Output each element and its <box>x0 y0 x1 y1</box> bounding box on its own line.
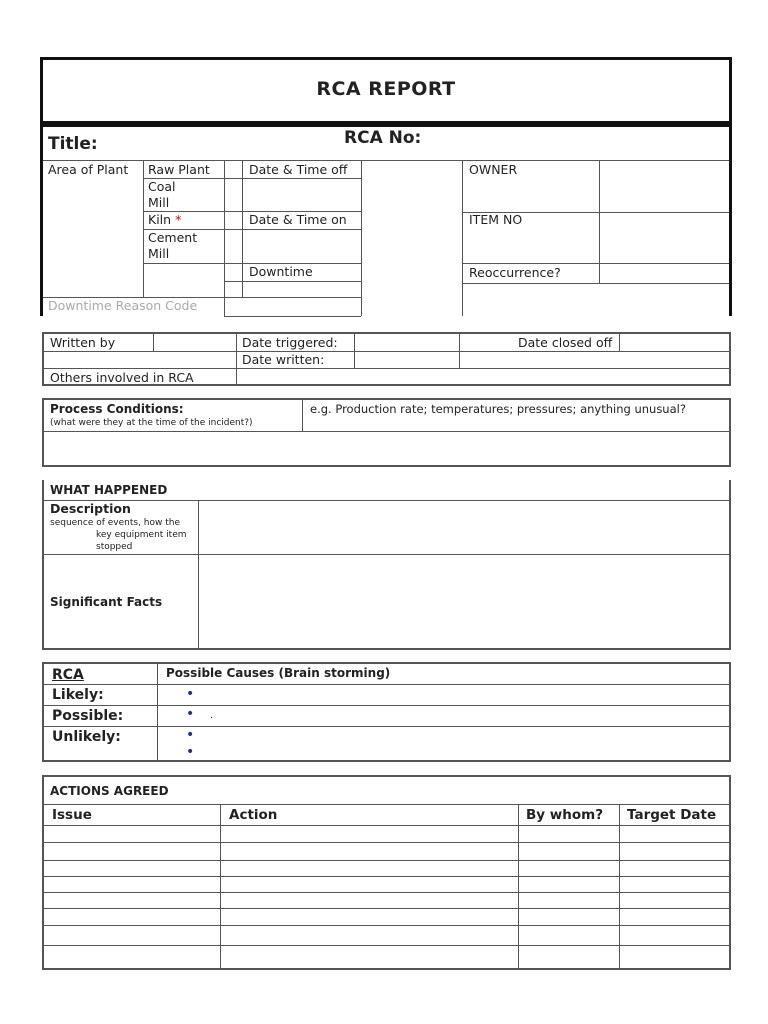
cement-mill-label: Cement Mill <box>148 230 198 261</box>
process-conditions-label: Process Conditions: <box>50 402 184 416</box>
what-happened-top-left <box>42 480 44 500</box>
process-row-1 <box>44 431 729 432</box>
description-sublabel-3: stopped <box>96 542 133 552</box>
kiln-required-star: * <box>175 212 182 227</box>
what-happened-row-2 <box>44 554 729 555</box>
likely-label: Likely: <box>52 687 104 703</box>
what-happened-heading: WHAT HAPPENED <box>50 483 168 497</box>
rca-v1 <box>157 664 158 760</box>
process-conditions-sublabel: (what were they at the time of the incident?) <box>50 418 253 428</box>
actions-col-1 <box>220 804 221 968</box>
possible-label: Possible: <box>52 708 124 724</box>
rca-row-2 <box>44 705 729 706</box>
page-title: RCA REPORT <box>316 78 456 100</box>
written-v3 <box>354 334 355 368</box>
significant-facts-label: Significant Facts <box>50 595 163 609</box>
area-of-plant-label: Area of Plant <box>48 162 129 177</box>
actions-col-3 <box>619 804 620 968</box>
col-issue-header: Issue <box>52 807 92 823</box>
title-label: Title: <box>48 134 98 154</box>
coal-mill-label: Coal Mill <box>148 179 176 210</box>
written-by-label: Written by <box>50 335 116 350</box>
col-by-whom-header: By whom? <box>526 807 604 823</box>
kiln-label <box>148 212 181 228</box>
description-sublabel-2: key equipment item <box>96 530 187 540</box>
likely-bullet: • <box>186 686 195 702</box>
actions-row-1 <box>44 825 729 826</box>
date-closed-off-label: Date closed off <box>518 335 613 350</box>
unlikely-bullet-1: • <box>186 727 195 743</box>
date-time-off-label: Date & Time off <box>249 162 348 177</box>
description-label: Description <box>50 501 131 516</box>
date-written-label: Date written: <box>242 352 325 367</box>
actions-row-4 <box>44 876 729 877</box>
date-time-on-label: Date & Time on <box>249 212 347 227</box>
possible-bullet: • <box>186 706 195 722</box>
written-row-1 <box>44 351 729 352</box>
owner-row-3 <box>462 283 729 284</box>
actions-agreed-heading: ACTIONS AGREED <box>50 784 169 798</box>
what-happened-v1 <box>198 500 199 648</box>
item-no-label: ITEM NO <box>469 212 523 227</box>
process-conditions-hint: e.g. Production rate; temperatures; pressures; anything unusual? <box>310 402 686 416</box>
actions-col-2 <box>518 804 519 968</box>
plant-grid-v4 <box>361 160 362 316</box>
actions-row-5 <box>44 892 729 893</box>
unlikely-bullet-2: • <box>186 744 195 760</box>
rca-row-3 <box>44 726 729 727</box>
unlikely-label: Unlikely: <box>52 729 121 745</box>
rca-label: RCA <box>52 667 84 683</box>
owner-label: OWNER <box>469 162 518 177</box>
what-happened-section <box>42 480 731 650</box>
what-happened-row-1 <box>44 500 729 501</box>
written-v1 <box>153 334 154 351</box>
actions-row-0 <box>44 804 729 805</box>
plant-row-5 <box>224 281 361 282</box>
plant-row-7 <box>224 316 361 317</box>
actions-row-2 <box>44 842 729 843</box>
plant-grid-v6 <box>599 160 600 283</box>
written-v2 <box>236 334 237 385</box>
plant-grid-v5 <box>462 160 463 316</box>
kiln-text: Kiln <box>148 212 172 227</box>
actions-row-7 <box>44 925 729 926</box>
rca-row-1 <box>44 684 729 685</box>
owner-row-2 <box>462 263 729 264</box>
raw-plant-label: Raw Plant <box>148 162 210 177</box>
col-target-date-header: Target Date <box>627 807 717 823</box>
col-action-header: Action <box>229 807 278 823</box>
reoccurrence-label: Reoccurrence? <box>469 265 561 280</box>
actions-row-8 <box>44 945 729 946</box>
possible-causes-label: Possible Causes (Brain storming) <box>166 666 391 680</box>
plant-grid-v2 <box>224 160 225 316</box>
actions-row-6 <box>44 908 729 909</box>
rca-no-label: RCA No: <box>344 128 422 148</box>
others-involved-label: Others involved in RCA <box>50 370 194 385</box>
description-sublabel-1: sequence of events, how the <box>50 518 181 528</box>
date-triggered-label: Date triggered: <box>242 335 338 350</box>
downtime-reason-code-label: Downtime Reason Code <box>48 298 198 313</box>
plant-grid-top <box>43 160 729 161</box>
downtime-label: Downtime <box>249 264 313 279</box>
actions-row-3 <box>44 860 729 861</box>
written-v5 <box>619 334 620 351</box>
written-row-2 <box>44 368 729 369</box>
written-v4 <box>459 334 460 368</box>
process-v1 <box>302 400 303 431</box>
possible-dot: . <box>210 710 214 721</box>
